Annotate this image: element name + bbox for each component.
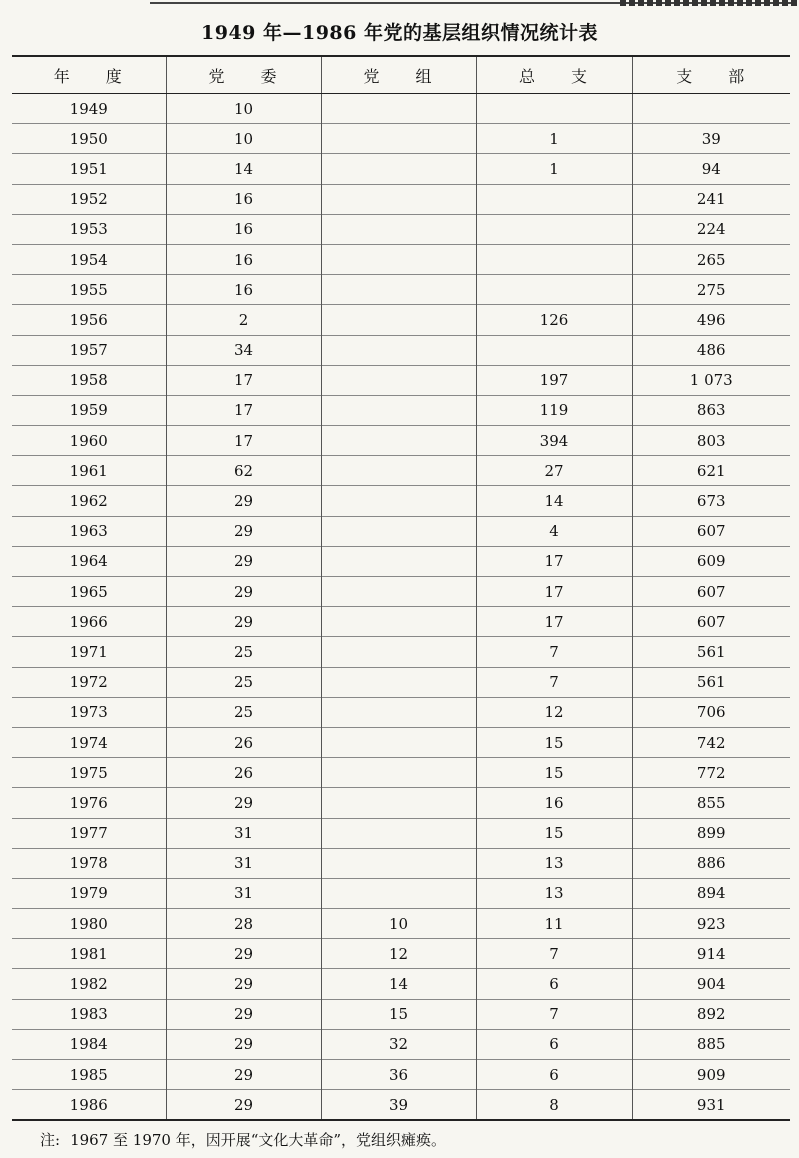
header-group-char-1: 党 xyxy=(363,66,382,86)
cell-general-branch: 4 xyxy=(476,516,632,546)
cell-general-branch: 15 xyxy=(476,727,632,757)
cell-branch: 94 xyxy=(632,154,790,184)
cell-branch: 609 xyxy=(632,546,790,576)
cell-branch: 931 xyxy=(632,1090,790,1121)
cell-general-branch: 11 xyxy=(476,909,632,939)
cell-group xyxy=(321,727,476,757)
cell-committee: 14 xyxy=(166,154,321,184)
cell-branch: 607 xyxy=(632,516,790,546)
cell-group xyxy=(321,637,476,667)
cell-committee: 29 xyxy=(166,607,321,637)
cell-year: 1957 xyxy=(12,335,166,365)
cell-group xyxy=(321,607,476,637)
cell-group xyxy=(321,516,476,546)
cell-general-branch: 6 xyxy=(476,1029,632,1059)
cell-committee: 31 xyxy=(166,818,321,848)
table-row xyxy=(12,1029,790,1059)
table-row xyxy=(12,486,790,516)
cell-branch: 275 xyxy=(632,275,790,305)
table-row xyxy=(12,607,790,637)
cell-group xyxy=(321,335,476,365)
cell-general-branch: 15 xyxy=(476,818,632,848)
cell-committee: 16 xyxy=(166,184,321,214)
cell-year: 1965 xyxy=(12,577,166,607)
header-row xyxy=(12,56,790,94)
cell-group xyxy=(321,758,476,788)
cell-branch: 772 xyxy=(632,758,790,788)
cell-general-branch: 14 xyxy=(476,486,632,516)
cell-year: 1986 xyxy=(12,1090,166,1121)
cell-committee: 25 xyxy=(166,667,321,697)
cell-branch: 803 xyxy=(632,426,790,456)
cell-group xyxy=(321,848,476,878)
cell-committee: 29 xyxy=(166,788,321,818)
header-branch xyxy=(632,56,790,94)
table-row xyxy=(12,426,790,456)
cell-group xyxy=(321,305,476,335)
cell-committee: 16 xyxy=(166,214,321,244)
table-row xyxy=(12,999,790,1029)
cell-general-branch: 6 xyxy=(476,969,632,999)
cell-branch: 561 xyxy=(632,667,790,697)
cell-year: 1979 xyxy=(12,878,166,908)
table-row xyxy=(12,365,790,395)
header-branch-char-2: 部 xyxy=(728,66,747,86)
cell-general-branch: 7 xyxy=(476,637,632,667)
table-body xyxy=(12,94,790,1121)
table-row xyxy=(12,335,790,365)
cell-year: 1958 xyxy=(12,365,166,395)
cell-year: 1983 xyxy=(12,999,166,1029)
table-row xyxy=(12,577,790,607)
cell-general-branch: 13 xyxy=(476,848,632,878)
cell-branch: 607 xyxy=(632,607,790,637)
cell-committee: 29 xyxy=(166,516,321,546)
table-row xyxy=(12,758,790,788)
cell-branch: 241 xyxy=(632,184,790,214)
cell-branch: 899 xyxy=(632,818,790,848)
cell-general-branch xyxy=(476,275,632,305)
cell-group xyxy=(321,184,476,214)
cell-branch xyxy=(632,94,790,124)
cell-year: 1964 xyxy=(12,546,166,576)
table-row xyxy=(12,818,790,848)
cell-branch: 673 xyxy=(632,486,790,516)
table-row xyxy=(12,848,790,878)
cell-group xyxy=(321,365,476,395)
cell-committee: 31 xyxy=(166,878,321,908)
cell-year: 1984 xyxy=(12,1029,166,1059)
cell-general-branch: 16 xyxy=(476,788,632,818)
cell-group xyxy=(321,486,476,516)
table-title: 1949 年—1986 年党的基层组织情况统计表 xyxy=(201,22,598,44)
cell-general-branch: 17 xyxy=(476,546,632,576)
table-row xyxy=(12,275,790,305)
cell-general-branch: 7 xyxy=(476,939,632,969)
cell-committee: 17 xyxy=(166,365,321,395)
cell-year: 1953 xyxy=(12,214,166,244)
table-container xyxy=(12,55,790,1121)
cell-committee: 17 xyxy=(166,395,321,425)
header-general-branch-char-2: 支 xyxy=(570,66,589,86)
cell-general-branch: 13 xyxy=(476,878,632,908)
table-row xyxy=(12,124,790,154)
cell-committee: 10 xyxy=(166,124,321,154)
table-row xyxy=(12,1090,790,1121)
cell-branch: 909 xyxy=(632,1060,790,1090)
table-row xyxy=(12,184,790,214)
table-row xyxy=(12,637,790,667)
cell-branch: 265 xyxy=(632,244,790,274)
header-group-char-2: 组 xyxy=(415,66,434,86)
cell-branch: 742 xyxy=(632,727,790,757)
cell-year: 1963 xyxy=(12,516,166,546)
table-row xyxy=(12,667,790,697)
cell-year: 1985 xyxy=(12,1060,166,1090)
cell-group: 12 xyxy=(321,939,476,969)
cell-group: 39 xyxy=(321,1090,476,1121)
cell-general-branch xyxy=(476,335,632,365)
cell-year: 1966 xyxy=(12,607,166,637)
cell-branch: 486 xyxy=(632,335,790,365)
table-row xyxy=(12,909,790,939)
table-row xyxy=(12,727,790,757)
cell-group: 36 xyxy=(321,1060,476,1090)
footnote xyxy=(40,1128,446,1152)
cell-committee: 29 xyxy=(166,1090,321,1121)
cell-year: 1952 xyxy=(12,184,166,214)
cell-year: 1980 xyxy=(12,909,166,939)
table-row xyxy=(12,154,790,184)
cell-year: 1960 xyxy=(12,426,166,456)
cell-general-branch xyxy=(476,184,632,214)
table-row xyxy=(12,546,790,576)
header-committee xyxy=(166,56,321,94)
cell-branch: 39 xyxy=(632,124,790,154)
cell-year: 1977 xyxy=(12,818,166,848)
cell-general-branch: 1 xyxy=(476,124,632,154)
stats-table xyxy=(12,55,790,1121)
cell-committee: 17 xyxy=(166,426,321,456)
header-year-char-2: 度 xyxy=(105,66,124,86)
table-row xyxy=(12,788,790,818)
cell-committee: 16 xyxy=(166,244,321,274)
cell-year: 1971 xyxy=(12,637,166,667)
cell-general-branch: 7 xyxy=(476,667,632,697)
cell-committee: 26 xyxy=(166,727,321,757)
cell-year: 1981 xyxy=(12,939,166,969)
cell-committee: 29 xyxy=(166,1029,321,1059)
cell-general-branch: 15 xyxy=(476,758,632,788)
cell-committee: 29 xyxy=(166,546,321,576)
cell-group xyxy=(321,546,476,576)
cell-committee: 10 xyxy=(166,94,321,124)
cell-group xyxy=(321,244,476,274)
header-general-branch-char-1: 总 xyxy=(519,66,538,86)
header-committee-char-2: 委 xyxy=(260,66,279,86)
cell-branch: 863 xyxy=(632,395,790,425)
cell-general-branch: 17 xyxy=(476,607,632,637)
cell-committee: 16 xyxy=(166,275,321,305)
cell-branch: 885 xyxy=(632,1029,790,1059)
cell-committee: 29 xyxy=(166,969,321,999)
table-row xyxy=(12,305,790,335)
table-row xyxy=(12,244,790,274)
cell-branch: 855 xyxy=(632,788,790,818)
cell-general-branch: 6 xyxy=(476,1060,632,1090)
cell-year: 1975 xyxy=(12,758,166,788)
cell-committee: 29 xyxy=(166,939,321,969)
footnote-text: 1967 至 1970 年，因开展“文化大革命”，党组织瘫痪。 xyxy=(70,1131,447,1149)
table-row xyxy=(12,697,790,727)
header-group xyxy=(321,56,476,94)
cell-group xyxy=(321,577,476,607)
cell-general-branch: 7 xyxy=(476,999,632,1029)
cell-year: 1951 xyxy=(12,154,166,184)
header-general-branch xyxy=(476,56,632,94)
cell-group xyxy=(321,94,476,124)
cell-committee: 62 xyxy=(166,456,321,486)
cell-group xyxy=(321,214,476,244)
cell-committee: 26 xyxy=(166,758,321,788)
footnote-label: 注: xyxy=(40,1131,61,1149)
header-committee-char-1: 党 xyxy=(208,66,227,86)
table-row xyxy=(12,939,790,969)
cell-group xyxy=(321,395,476,425)
cell-branch: 892 xyxy=(632,999,790,1029)
cell-year: 1962 xyxy=(12,486,166,516)
cell-year: 1961 xyxy=(12,456,166,486)
header-branch-char-1: 支 xyxy=(676,66,695,86)
cell-group xyxy=(321,697,476,727)
cell-committee: 34 xyxy=(166,335,321,365)
cell-branch: 1 073 xyxy=(632,365,790,395)
cell-branch: 224 xyxy=(632,214,790,244)
cell-group xyxy=(321,667,476,697)
cell-year: 1973 xyxy=(12,697,166,727)
cell-year: 1950 xyxy=(12,124,166,154)
cell-committee: 29 xyxy=(166,577,321,607)
cell-group: 15 xyxy=(321,999,476,1029)
top-rule-dots xyxy=(620,0,799,6)
cell-committee: 29 xyxy=(166,1060,321,1090)
table-row xyxy=(12,456,790,486)
cell-general-branch: 126 xyxy=(476,305,632,335)
cell-committee: 29 xyxy=(166,999,321,1029)
cell-general-branch: 394 xyxy=(476,426,632,456)
cell-year: 1954 xyxy=(12,244,166,274)
table-row xyxy=(12,94,790,124)
cell-group xyxy=(321,275,476,305)
cell-year: 1949 xyxy=(69,99,108,118)
table-row xyxy=(12,516,790,546)
cell-group xyxy=(321,878,476,908)
cell-group xyxy=(321,456,476,486)
cell-committee: 25 xyxy=(166,697,321,727)
cell-year: 1982 xyxy=(12,969,166,999)
cell-year: 1972 xyxy=(12,667,166,697)
table-row xyxy=(12,1060,790,1090)
cell-committee: 28 xyxy=(166,909,321,939)
cell-year: 1956 xyxy=(12,305,166,335)
cell-general-branch: 12 xyxy=(476,697,632,727)
table-row xyxy=(12,395,790,425)
cell-general-branch: 1 xyxy=(476,154,632,184)
cell-year: 1955 xyxy=(12,275,166,305)
cell-general-branch: 17 xyxy=(476,577,632,607)
cell-general-branch: 197 xyxy=(476,365,632,395)
cell-general-branch xyxy=(476,94,632,124)
cell-branch: 607 xyxy=(632,577,790,607)
cell-committee: 2 xyxy=(166,305,321,335)
cell-group xyxy=(321,818,476,848)
cell-year: 1959 xyxy=(12,395,166,425)
cell-branch: 561 xyxy=(632,637,790,667)
cell-year: 1976 xyxy=(12,788,166,818)
cell-branch: 496 xyxy=(632,305,790,335)
cell-year: 1974 xyxy=(12,727,166,757)
cell-general-branch: 27 xyxy=(476,456,632,486)
cell-committee: 25 xyxy=(166,637,321,667)
cell-group: 32 xyxy=(321,1029,476,1059)
cell-branch: 894 xyxy=(632,878,790,908)
header-year-char-1: 年 xyxy=(53,66,72,86)
cell-group: 14 xyxy=(321,969,476,999)
cell-group xyxy=(321,124,476,154)
cell-group xyxy=(321,154,476,184)
cell-general-branch xyxy=(476,214,632,244)
cell-group xyxy=(321,788,476,818)
table-row xyxy=(12,969,790,999)
cell-general-branch: 8 xyxy=(476,1090,632,1121)
cell-year: 1978 xyxy=(12,848,166,878)
cell-general-branch: 119 xyxy=(476,395,632,425)
cell-group xyxy=(321,426,476,456)
cell-branch: 621 xyxy=(632,456,790,486)
cell-branch: 706 xyxy=(632,697,790,727)
table-row xyxy=(12,878,790,908)
header-year xyxy=(12,56,166,94)
cell-group: 10 xyxy=(321,909,476,939)
cell-branch: 914 xyxy=(632,939,790,969)
cell-committee: 31 xyxy=(166,848,321,878)
cell-branch: 886 xyxy=(632,848,790,878)
cell-general-branch xyxy=(476,244,632,274)
cell-branch: 904 xyxy=(632,969,790,999)
table-row xyxy=(12,214,790,244)
cell-branch: 923 xyxy=(632,909,790,939)
cell-committee: 29 xyxy=(166,486,321,516)
